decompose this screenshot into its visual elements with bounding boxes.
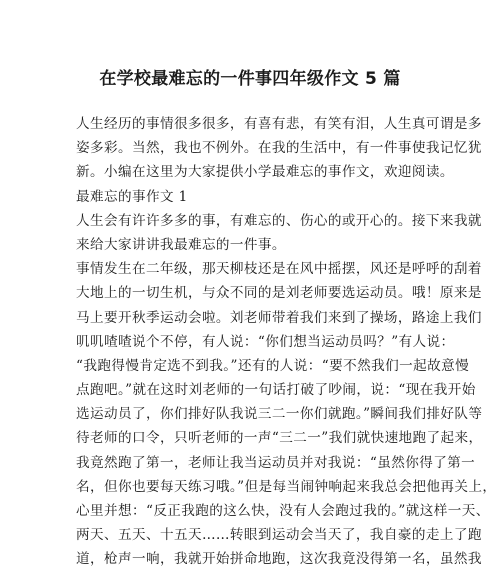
paragraph-line: 人生会有许许多多的事，有难忘的、伤心的或开心的。接下来我就 [76, 212, 482, 229]
paragraph-line: 待老师的口令，只听老师的一声“三二一”我们就快速地跑了起来， [76, 430, 483, 447]
paragraph-line: 马上要开秋季运动会啦。刘老师带着我们来到了操场，路途上我们 [76, 309, 482, 326]
section-heading: 最难忘的事作文 1 [76, 188, 188, 205]
paragraph-line: 姿多彩。当然，我也不例外。在我的生活中，有一件事使我记忆犹 [76, 140, 482, 157]
paragraph-line: 事情发生在二年级，那天柳枝还是在风中摇摆，风还是呼呼的刮着 [76, 261, 482, 278]
paragraph-line: 来给大家讲讲我最难忘的一件事。 [76, 236, 286, 253]
paragraph-line: 点跑吧。”就在这时刘老师的一句话打破了吵闹，说：“现在我开始 [76, 382, 476, 399]
paragraph-line: 叽叽喳喳说个不停，有人说：“你们想当运动员吗？”有人说： [76, 333, 455, 350]
paragraph-line: 我竟然跑了第一，老师让我当运动员并对我说：“虽然你得了第一 [76, 454, 476, 471]
paragraph-line: 选运动员了，你们排好队我说三二一你们就跑。”瞬间我们排好队等 [76, 406, 483, 423]
paragraph-line: 人生经历的事情很多很多，有喜有悲，有笑有泪，人生真可谓是多 [76, 116, 482, 132]
paragraph-line: 道，枪声一响，我就开始拼命地跑，这次我竟没得第一名，虽然我 [76, 551, 482, 568]
document-title: 在学校最难忘的一件事四年级作文 5 篇 [99, 69, 401, 89]
paragraph-line: 心里并想：“反正我跑的这么快，没有人会跑过我的。”就这样一天、 [76, 503, 490, 519]
paragraph-line: 名，但你也要每天练习哦。”但是每当闹钟响起来我总会把他再关上， [76, 478, 497, 495]
paragraph-line: “我跑得慢肯定选不到我。”还有的人说：“要不然我们一起故意慢 [76, 357, 470, 374]
paragraph-line: 两天、五天、十五天……转眼到运动会当天了，我自豪的走上了跑 [76, 527, 482, 544]
article-body [76, 112, 497, 572]
paragraph-line: 新。小编在这里为大家提供小学最难忘的事作文，欢迎阅读。 [76, 164, 454, 181]
paragraph-line: 大地上的一切生机，与众不同的是刘老师要选运动员。哦！原来是 [76, 285, 482, 302]
